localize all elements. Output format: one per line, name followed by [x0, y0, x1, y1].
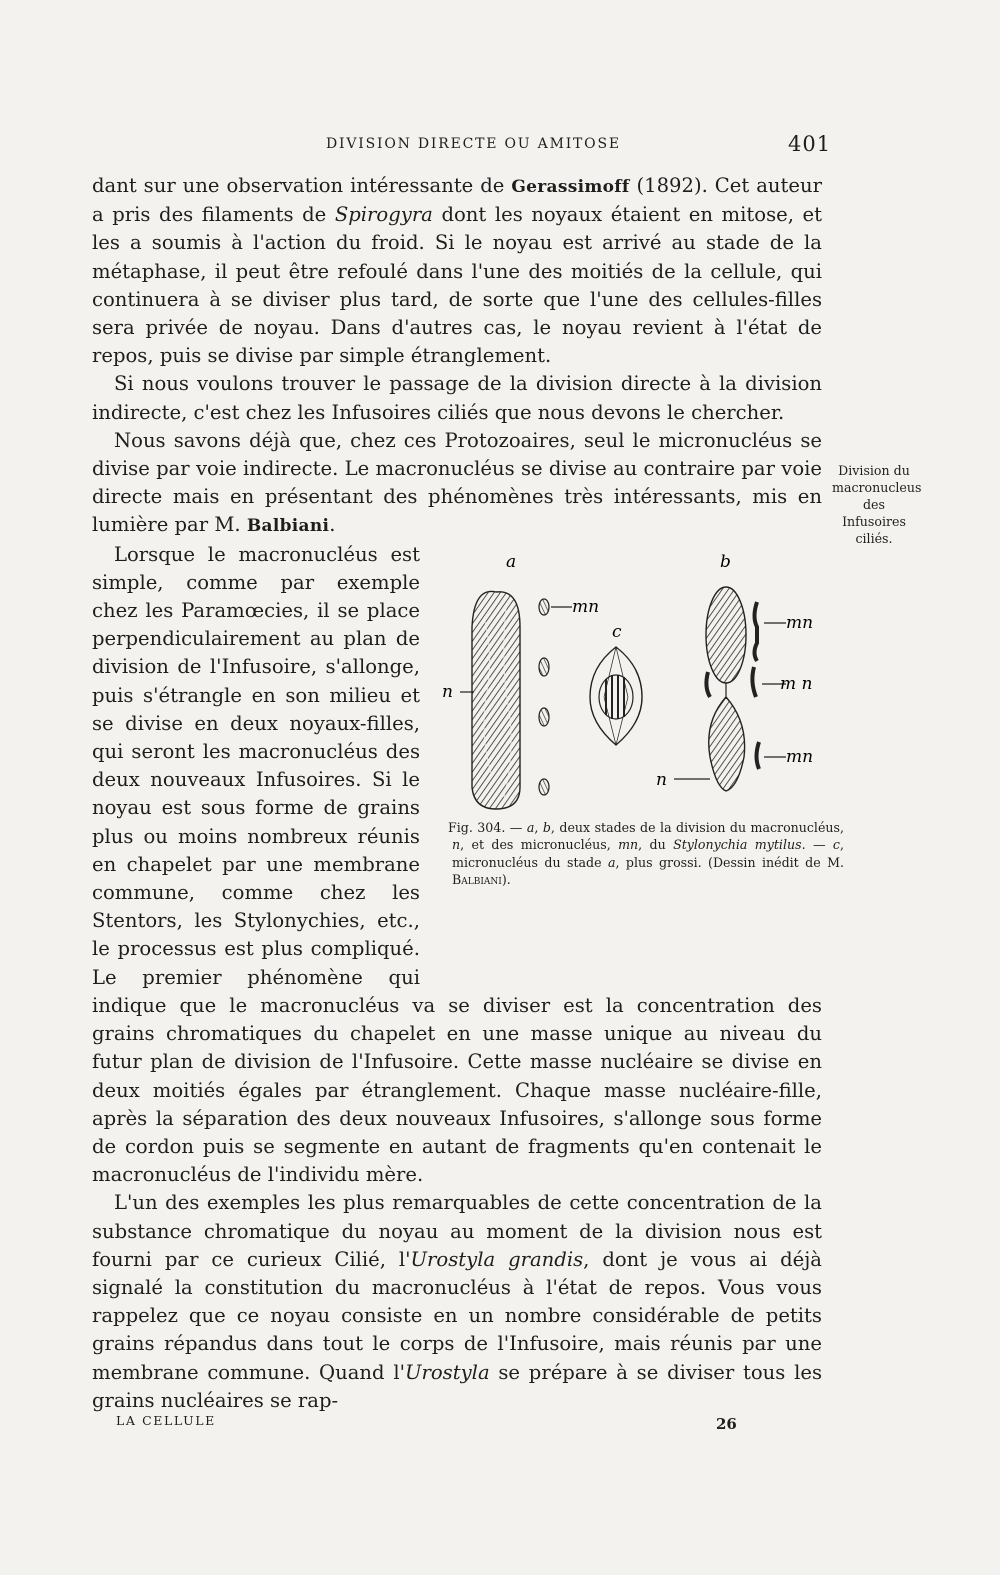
text-run: , dont je vous ai déjà signalé la constitution du macronucléus à l'état de repos. Vous vous rappelez que ce noyau consiste en un nombre considérable de petits grains répandus dans tout le corps de l'Infusoire, mais réunis par une membrane commune. Quand l'	[92, 1247, 822, 1384]
caption-run: ).	[501, 872, 511, 888]
margin-note-line: des Infusoires	[842, 497, 906, 529]
macronucleus-a	[472, 591, 520, 809]
footer-book-title: LA CELLULE	[116, 1413, 216, 1428]
caption-italic: n	[452, 837, 461, 853]
genus-name: Urostyla	[405, 1360, 490, 1384]
caption-run: . —	[801, 837, 833, 853]
caption-run: , micronucléus du stade	[452, 837, 844, 870]
margin-note-line: ciliés.	[855, 531, 893, 546]
figure-caption	[448, 819, 844, 889]
page-number: 401	[788, 132, 832, 156]
figure-304	[434, 547, 844, 989]
running-title: DIVISION DIRECTE OU AMITOSE	[326, 136, 621, 152]
label-n: n	[656, 769, 667, 790]
caption-italic: a	[526, 819, 535, 835]
label-c: c	[612, 621, 622, 642]
margin-note-line: macronucleus	[832, 480, 922, 495]
caption-run: , et des micronucléus,	[460, 837, 619, 853]
caption-italic: a	[607, 854, 616, 870]
caption-run: , deux stades de la division du macronucléus,	[550, 819, 844, 835]
text-run: Nous savons déjà que, chez ces Protozoaires, seul le micronucléus se divise par voie indirecte. Le macronucléus se divise au contraire par voie directe mais en présentant des phénomènes très intéressants, mis en lumière par M.	[92, 428, 822, 537]
caption-run: Fig. 304. —	[448, 819, 527, 835]
genus-name: Spirogyra	[334, 203, 433, 227]
margin-note	[832, 462, 922, 547]
text-run: .	[329, 513, 336, 537]
label-mn: mn	[572, 596, 600, 617]
macronucleus-b	[706, 587, 746, 791]
label-mn: mn	[786, 746, 814, 767]
paragraph	[92, 427, 822, 541]
paragraph	[92, 1189, 822, 1415]
caption-italic: c	[832, 837, 840, 853]
micronucleus-c	[590, 647, 642, 745]
label-n: n	[442, 681, 453, 702]
text-run: dont les noyaux étaient en mitose, et les a soumis à l'action du froid. Si le noyau est arrivé au stade de la métaphase, il peut être refoulé dans l'une des moitiés de la cellule, qui continuera à se diviser plus tard, de sorte que l'une des cellules-filles sera privée de noyau. Dans d'autres cas, le noyau revient à l'état de repos, puis se divise par simple étranglement.	[92, 203, 822, 368]
caption-run: ,	[534, 819, 543, 835]
margin-note-line: Division du	[838, 463, 910, 478]
label-mn: mn	[786, 612, 814, 633]
caption-run: , du	[638, 837, 674, 853]
caption-italic: b	[542, 819, 551, 835]
label-mn: m n	[780, 673, 813, 694]
text-run: L'un des exemples les plus remarquables de cette concentration de la substance chromatique du noyau au moment de la division nous est fourni par ce curieux Cilié, l'	[92, 1191, 822, 1271]
caption-author: Balbiani	[452, 872, 502, 888]
caption-italic: mn	[618, 837, 639, 853]
caption-run: , plus grossi. (Dessin inédit de M.	[615, 854, 844, 870]
footer-signature: 26	[716, 1415, 737, 1433]
label-b: b	[720, 551, 731, 572]
figure-drawing	[434, 547, 834, 817]
author-name: Balbiani	[246, 516, 330, 537]
text-run: se prépare à se diviser tous les grains nucléaires se rap-	[92, 1360, 822, 1412]
caption-species: Stylonychia mytilus	[673, 837, 802, 853]
author-name: Gerassimoff	[511, 177, 630, 197]
text-run: Lorsque le macronucléus est simple, comme par exemple chez les Paramœcies, il se place perpendiculairement au plan de division de l'Infusoire, s'allonge, puis s'étrangle en son milieu et se divise en deux noyaux-filles, qui seront les macronucléus des deux nouveaux Infusoires. Si le noyau est sous forme de grains plus ou moins nombreux réunis en chapelet par une membrane commune, comme chez les Stentors, les Stylonychies, etc., le processus est plus compliqué. Le premier phénomène qui indique que le macronucléus va se diviser est la concentration des grains chromatiques du chapelet en une masse unique au niveau du futur plan de division de l'Infusoire. Cette masse nucléaire se divise en deux moitiés égales par étranglement. Chaque masse nucléaire-fille, après la séparation des deux nouveaux Infusoires, s'allonge sous forme de cordon puis se segmente en autant de fragments qu'en contenait le macronucléus de l'individu mère.	[92, 542, 822, 1187]
micronuclei-a	[539, 599, 549, 795]
text-run: (1892). Cet auteur a pris des filaments de	[92, 174, 822, 227]
text-run: dant sur une observation intéressante de	[92, 174, 512, 197]
paragraph	[92, 541, 844, 1190]
paragraph	[92, 172, 822, 370]
paragraph: Si nous voulons trouver le passage de la division directe à la division indirecte, c'est chez les Infusoires ciliés que nous devons le chercher.	[92, 372, 822, 424]
species-name: Urostyla grandis	[410, 1247, 584, 1271]
label-a: a	[506, 551, 517, 572]
body-text	[92, 172, 844, 1415]
